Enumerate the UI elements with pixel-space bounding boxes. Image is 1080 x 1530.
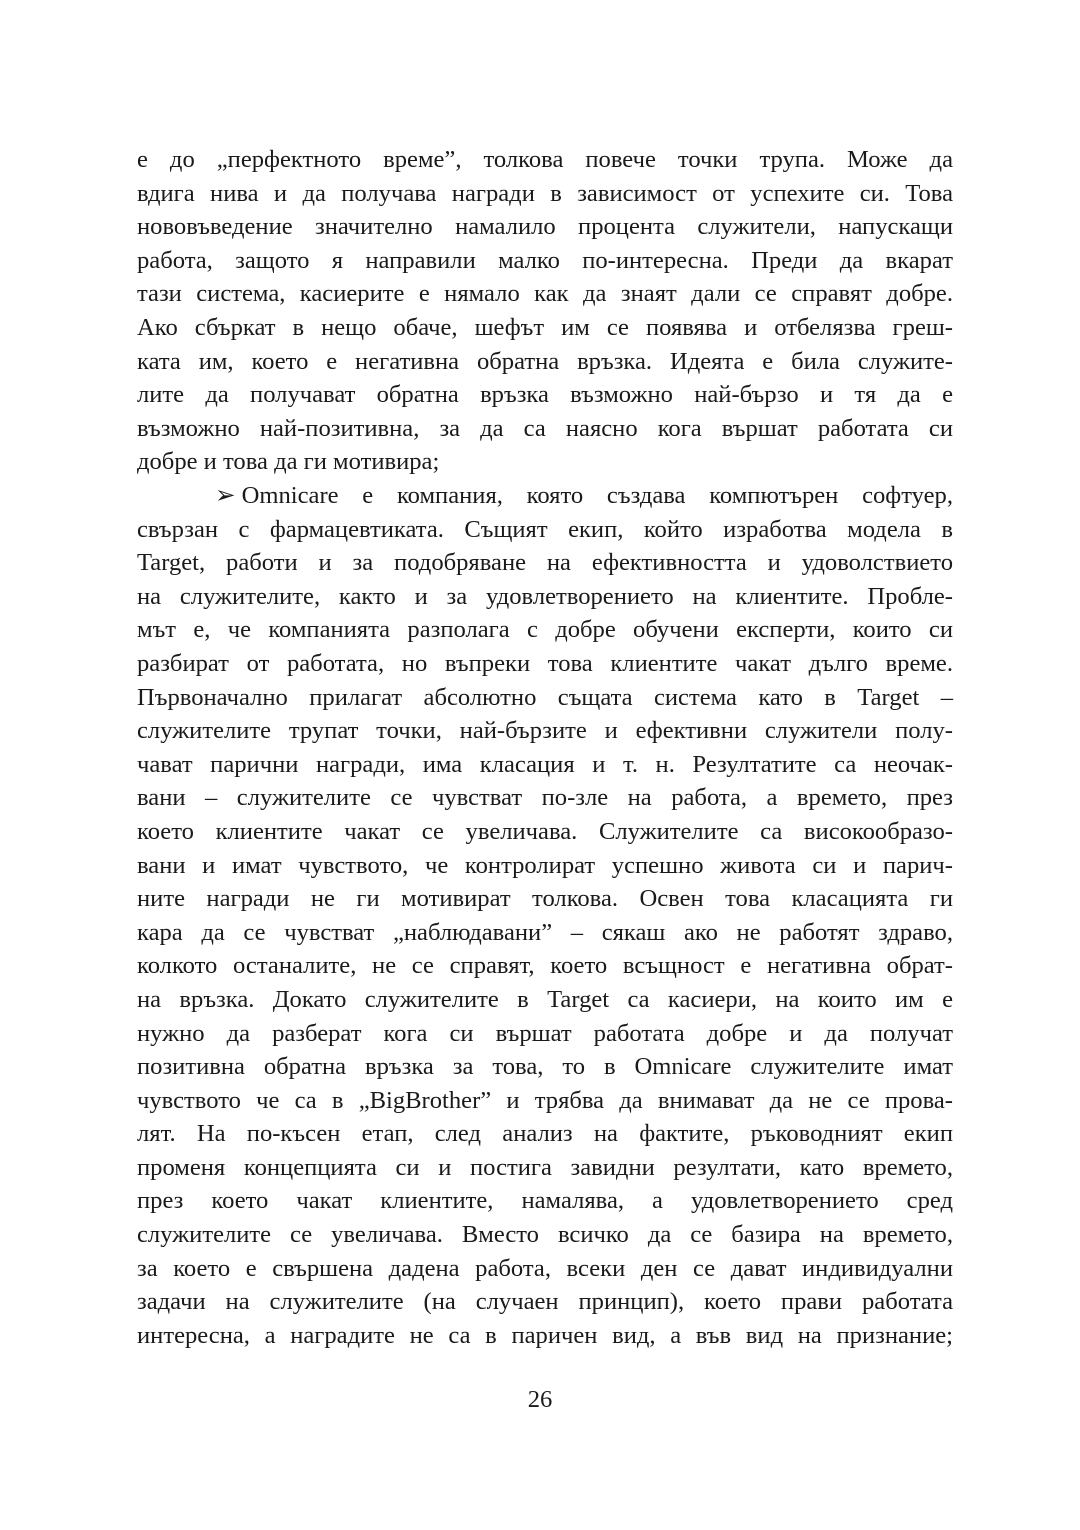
paragraph-target-feedback [137, 143, 953, 479]
text-line: служителите се увеличава. Вместо всичко да се базира на времето, [137, 1221, 953, 1249]
text-line: Omnicare е компания, която създава компютърен софтуер, [241, 482, 953, 509]
text-line: лите да получават обратна връзка възможно най-бързо и тя да е [137, 381, 953, 409]
text-line: Първоначално прилагат абсолютно същата система като в Target – [137, 683, 953, 711]
text-line: вдига нива и да получава награди в зависимост от успехите си. Това [137, 179, 953, 207]
text-line: добре и това да ги мотивира; [137, 448, 440, 476]
text-line: през което чакат клиентите, намалява, а удовлетворението сред [137, 1187, 953, 1215]
text-line: служителите трупат точки, най-бързите и ефективни служители полу- [137, 717, 953, 745]
text-line: ката им, което е негативна обратна връзка. Идеята е била служите- [137, 347, 953, 375]
text-line: чувството че са в „BigBrother” и трябва да внимават да не се прова- [137, 1086, 953, 1114]
text-line: работа, защото я направили малко по-интересна. Преди да вкарат [137, 246, 953, 274]
text-line-with-bullet [137, 479, 953, 513]
text-line: променя концепцията си и постига завидни резултати, като времето, [137, 1153, 953, 1181]
text-line: интересна, а наградите не са в паричен вид, а във вид на признание; [137, 1321, 953, 1349]
text-line: позитивна обратна връзка за това, то в Omnicare служителите имат [137, 1053, 953, 1081]
text-line: на връзка. Докато служителите в Target са касиери, на които им е [137, 985, 953, 1013]
text-line: на служителите, както и за удовлетворението на клиентите. Пробле- [137, 582, 953, 610]
text-line: чават парични награди, има класация и т. н. Резултатите са неочак- [137, 750, 953, 778]
text-line: вани – служителите се чувстват по-зле на работа, а времето, през [137, 784, 953, 812]
text-line: ните награди не ги мотивират толкова. Освен това класацията ги [137, 885, 953, 913]
text-line: което клиентите чакат се увеличава. Служителите са високообразо- [137, 817, 953, 845]
text-line: разбират от работата, но въпреки това клиентите чакат дълго време. [137, 649, 953, 677]
text-line: свързан с фармацевтиката. Същият екип, който изработва модела в [137, 515, 953, 543]
text-line: лят. На по-късен етап, след анализ на фактите, ръководният екип [137, 1120, 953, 1148]
text-line: кара да се чувстват „наблюдавани” – сякаш ако не работят здраво, [137, 918, 953, 946]
text-line: мът е, че компанията разполага с добре обучени експерти, които си [137, 616, 953, 644]
text-line: колкото останалите, не се справят, което всъщност е негативна обрат- [137, 952, 953, 980]
paragraph-omnicare [137, 479, 953, 1352]
text-line: вани и имат чувството, че контролират успешно живота си и парич- [137, 851, 953, 879]
text-line: е до „перфектното време”, толкова повече точки трупа. Може да [137, 146, 953, 173]
text-line: възможно най-позитивна, за да са наясно кога вършат работата си [137, 414, 953, 442]
text-line: Ако сбъркат в нещо обаче, шефът им се появява и отбелязва греш- [137, 313, 953, 341]
page-number: 26 [527, 1386, 553, 1413]
text-line: Target, работи и за подобряване на ефективността и удоволствието [137, 549, 953, 577]
text-line: тази система, касиерите е нямало как да знаят дали се справят добре. [137, 280, 953, 308]
arrowhead-bullet-icon: ➢ [215, 482, 236, 509]
text-line: за което е свършена дадена работа, всеки ден се дават индивидуални [137, 1254, 953, 1282]
text-line: нововъведение значително намалило процента служители, напускащи [137, 213, 953, 241]
text-line: нужно да разберат кога си вършат работата добре и да получат [137, 1019, 953, 1047]
text-line: задачи на служителите (на случаен принцип), което прави работата [137, 1288, 953, 1316]
